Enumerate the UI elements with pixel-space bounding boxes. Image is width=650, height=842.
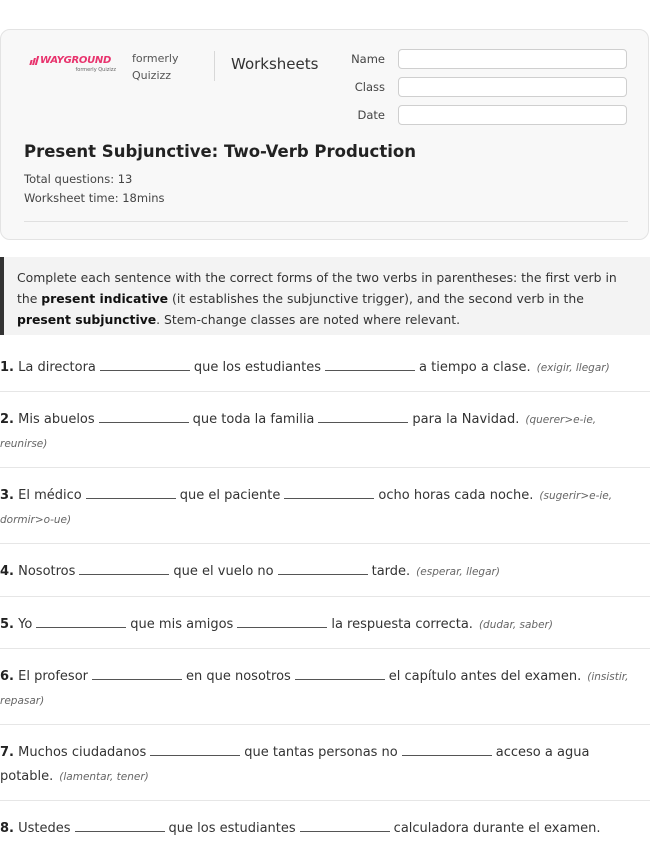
header-divider bbox=[214, 51, 215, 81]
question-6 bbox=[0, 665, 650, 713]
question-text: que tantas personas no bbox=[244, 745, 398, 760]
question-text: El profesor bbox=[18, 669, 88, 684]
question-separator bbox=[0, 596, 650, 597]
logo-mark-icon bbox=[30, 56, 38, 65]
class-label: Class bbox=[354, 80, 385, 94]
verb-hint: (lamentar, tener) bbox=[59, 771, 149, 783]
instructions-bold-subjunctive: present subjunctive bbox=[17, 312, 157, 327]
question-separator bbox=[0, 724, 650, 725]
answer-blank[interactable] bbox=[75, 817, 165, 832]
wayground-logo bbox=[30, 55, 118, 73]
answer-blank[interactable] bbox=[300, 817, 390, 832]
answer-blank[interactable] bbox=[99, 408, 189, 423]
question-text: La directora bbox=[18, 360, 96, 375]
answer-blank[interactable] bbox=[278, 560, 368, 575]
question-text: tarde. bbox=[371, 564, 411, 579]
worksheets-label: Worksheets bbox=[231, 55, 319, 73]
answer-blank[interactable] bbox=[402, 741, 492, 756]
verb-hint: (esperar, llegar) bbox=[416, 566, 500, 578]
question-text: a tiempo a clase. bbox=[419, 360, 531, 375]
name-label: Name bbox=[351, 52, 385, 66]
verb-hint: (insistir, repasar) bbox=[0, 671, 629, 707]
question-text: Mis abuelos bbox=[18, 412, 95, 427]
verb-hint: (querer>e-ie, reunirse) bbox=[0, 414, 597, 450]
question-text: que toda la familia bbox=[192, 412, 315, 427]
question-number: 1. bbox=[0, 360, 14, 375]
instructions-block bbox=[0, 257, 650, 335]
instructions-text: (it establishes the subjunctive trigger), and the second verb in the bbox=[168, 291, 584, 306]
answer-blank[interactable] bbox=[100, 356, 190, 371]
logo-subtext: formerly Quizizz bbox=[75, 67, 116, 73]
answer-blank[interactable] bbox=[237, 613, 327, 628]
question-text: que el vuelo no bbox=[173, 564, 274, 579]
question-text: para la Navidad. bbox=[412, 412, 520, 427]
header-rule bbox=[24, 221, 628, 222]
question-text: la respuesta correcta. bbox=[331, 617, 473, 632]
question-number: 4. bbox=[0, 564, 14, 579]
question-text: calculadora durante el examen. bbox=[393, 821, 601, 836]
answer-blank[interactable] bbox=[295, 665, 385, 680]
class-field[interactable] bbox=[398, 77, 627, 97]
answer-blank[interactable] bbox=[325, 356, 415, 371]
answer-blank[interactable] bbox=[79, 560, 169, 575]
verb-hint: (sugerir>e-ie, dormir>o-ue) bbox=[0, 490, 613, 526]
question-1 bbox=[0, 356, 650, 380]
date-label: Date bbox=[357, 108, 385, 122]
answer-blank[interactable] bbox=[150, 741, 240, 756]
question-text: que el paciente bbox=[179, 488, 281, 503]
question-text: ocho horas cada noche. bbox=[378, 488, 534, 503]
question-number: 6. bbox=[0, 669, 14, 684]
name-field[interactable] bbox=[398, 49, 627, 69]
question-separator bbox=[0, 648, 650, 649]
question-text: que mis amigos bbox=[130, 617, 234, 632]
question-separator bbox=[0, 467, 650, 468]
total-questions: Total questions: 13 bbox=[24, 172, 133, 186]
answer-blank[interactable] bbox=[36, 613, 126, 628]
question-8 bbox=[0, 817, 650, 841]
question-number: 3. bbox=[0, 488, 14, 503]
question-text: que los estudiantes bbox=[168, 821, 296, 836]
question-text: el capítulo antes del examen. bbox=[388, 669, 582, 684]
formerly-text: formerly Quizizz bbox=[132, 52, 179, 82]
question-number: 8. bbox=[0, 821, 14, 836]
question-text: Yo bbox=[18, 617, 33, 632]
verb-hint: (dudar, saber) bbox=[478, 619, 553, 631]
question-3 bbox=[0, 484, 650, 532]
question-text: en que nosotros bbox=[186, 669, 291, 684]
question-separator bbox=[0, 543, 650, 544]
question-number: 5. bbox=[0, 617, 14, 632]
instructions-bold-indicative: present indicative bbox=[41, 291, 169, 306]
question-2 bbox=[0, 408, 650, 456]
question-separator bbox=[0, 391, 650, 392]
question-text: Ustedes bbox=[18, 821, 71, 836]
question-text: Muchos ciudadanos bbox=[18, 745, 147, 760]
answer-blank[interactable] bbox=[284, 484, 374, 499]
instructions-text: Complete each sentence with the correct forms of the two verbs in parentheses: the first verb in the bbox=[17, 270, 617, 306]
logo-text: WAYGROUND bbox=[40, 55, 112, 66]
date-field[interactable] bbox=[398, 105, 627, 125]
worksheet-time: Worksheet time: 18mins bbox=[24, 191, 165, 205]
instructions-text: . Stem-change classes are noted where relevant. bbox=[156, 312, 461, 327]
question-4 bbox=[0, 560, 650, 584]
worksheet-title: Present Subjunctive: Two-Verb Production bbox=[24, 142, 416, 161]
question-text: que los estudiantes bbox=[193, 360, 322, 375]
verb-hint: (exigir, llegar) bbox=[536, 362, 610, 374]
question-separator bbox=[0, 800, 650, 801]
question-5 bbox=[0, 613, 650, 637]
answer-blank[interactable] bbox=[86, 484, 176, 499]
answer-blank[interactable] bbox=[92, 665, 182, 680]
worksheet-header bbox=[0, 29, 649, 240]
question-text: Nosotros bbox=[18, 564, 76, 579]
question-number: 7. bbox=[0, 745, 14, 760]
question-number: 2. bbox=[0, 412, 14, 427]
question-7 bbox=[0, 741, 650, 789]
question-text: El médico bbox=[18, 488, 82, 503]
question-text: acceso a agua potable. bbox=[0, 745, 590, 784]
answer-blank[interactable] bbox=[318, 408, 408, 423]
